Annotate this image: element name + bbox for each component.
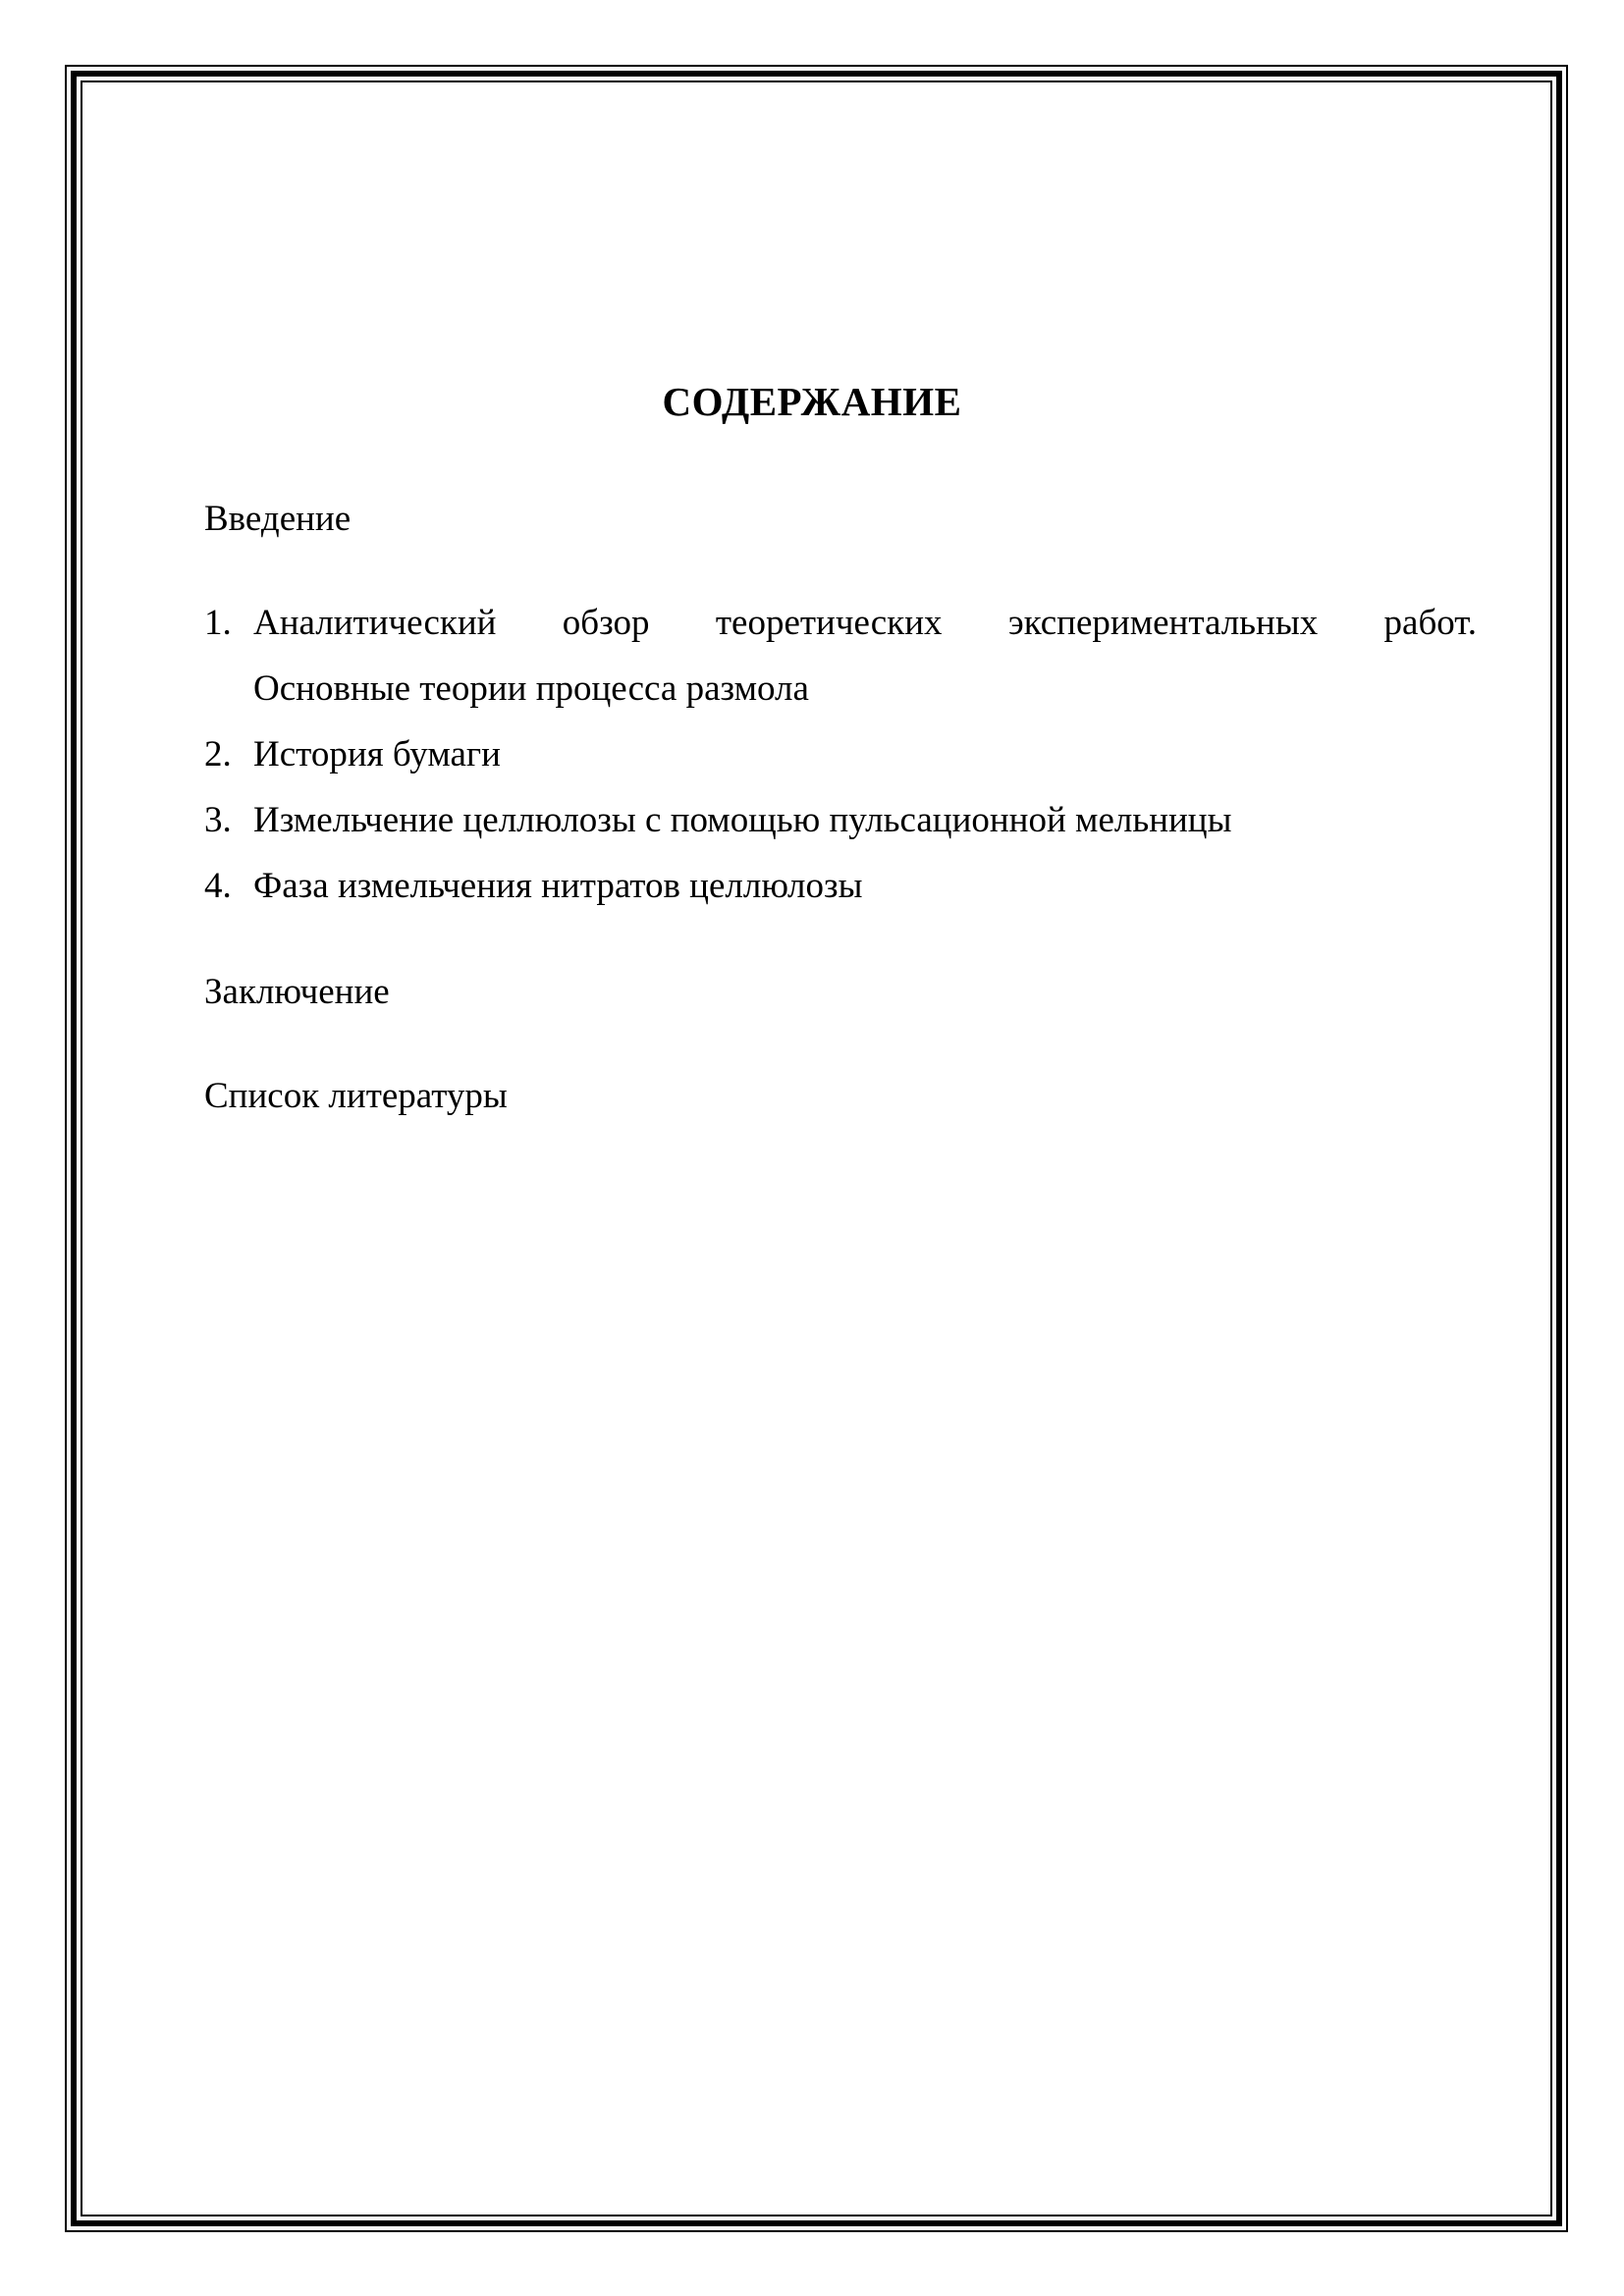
toc-item-number: 2. — [204, 734, 232, 774]
toc-item-text: Фаза измельчения нитратов целлюлозы — [253, 866, 863, 906]
toc-item-text — [253, 601, 1477, 712]
toc-item-text: Измельчение целлюлозы с помощью пульсационной мельницы — [253, 800, 1232, 840]
toc-word: теоретических — [715, 603, 943, 643]
toc-entry-conclusion: Заключение — [204, 972, 390, 1012]
toc-word: обзор — [562, 603, 650, 643]
toc-word: Аналитический — [253, 603, 497, 643]
toc-item-number: 1. — [204, 603, 232, 643]
toc-item-continuation: Основные теории процесса размола — [253, 668, 809, 709]
toc-item-number: 4. — [204, 866, 232, 906]
toc-entry-references: Список литературы — [204, 1076, 508, 1116]
toc-title: СОДЕРЖАНИЕ — [662, 379, 962, 424]
toc-item-text: История бумаги — [253, 734, 501, 774]
toc-word: работ. — [1383, 603, 1477, 643]
toc-entry-introduction: Введение — [204, 499, 352, 539]
toc-item-first-line — [253, 601, 1477, 646]
toc-word: экспериментальных — [1007, 603, 1319, 643]
toc-item-number: 3. — [204, 800, 232, 840]
